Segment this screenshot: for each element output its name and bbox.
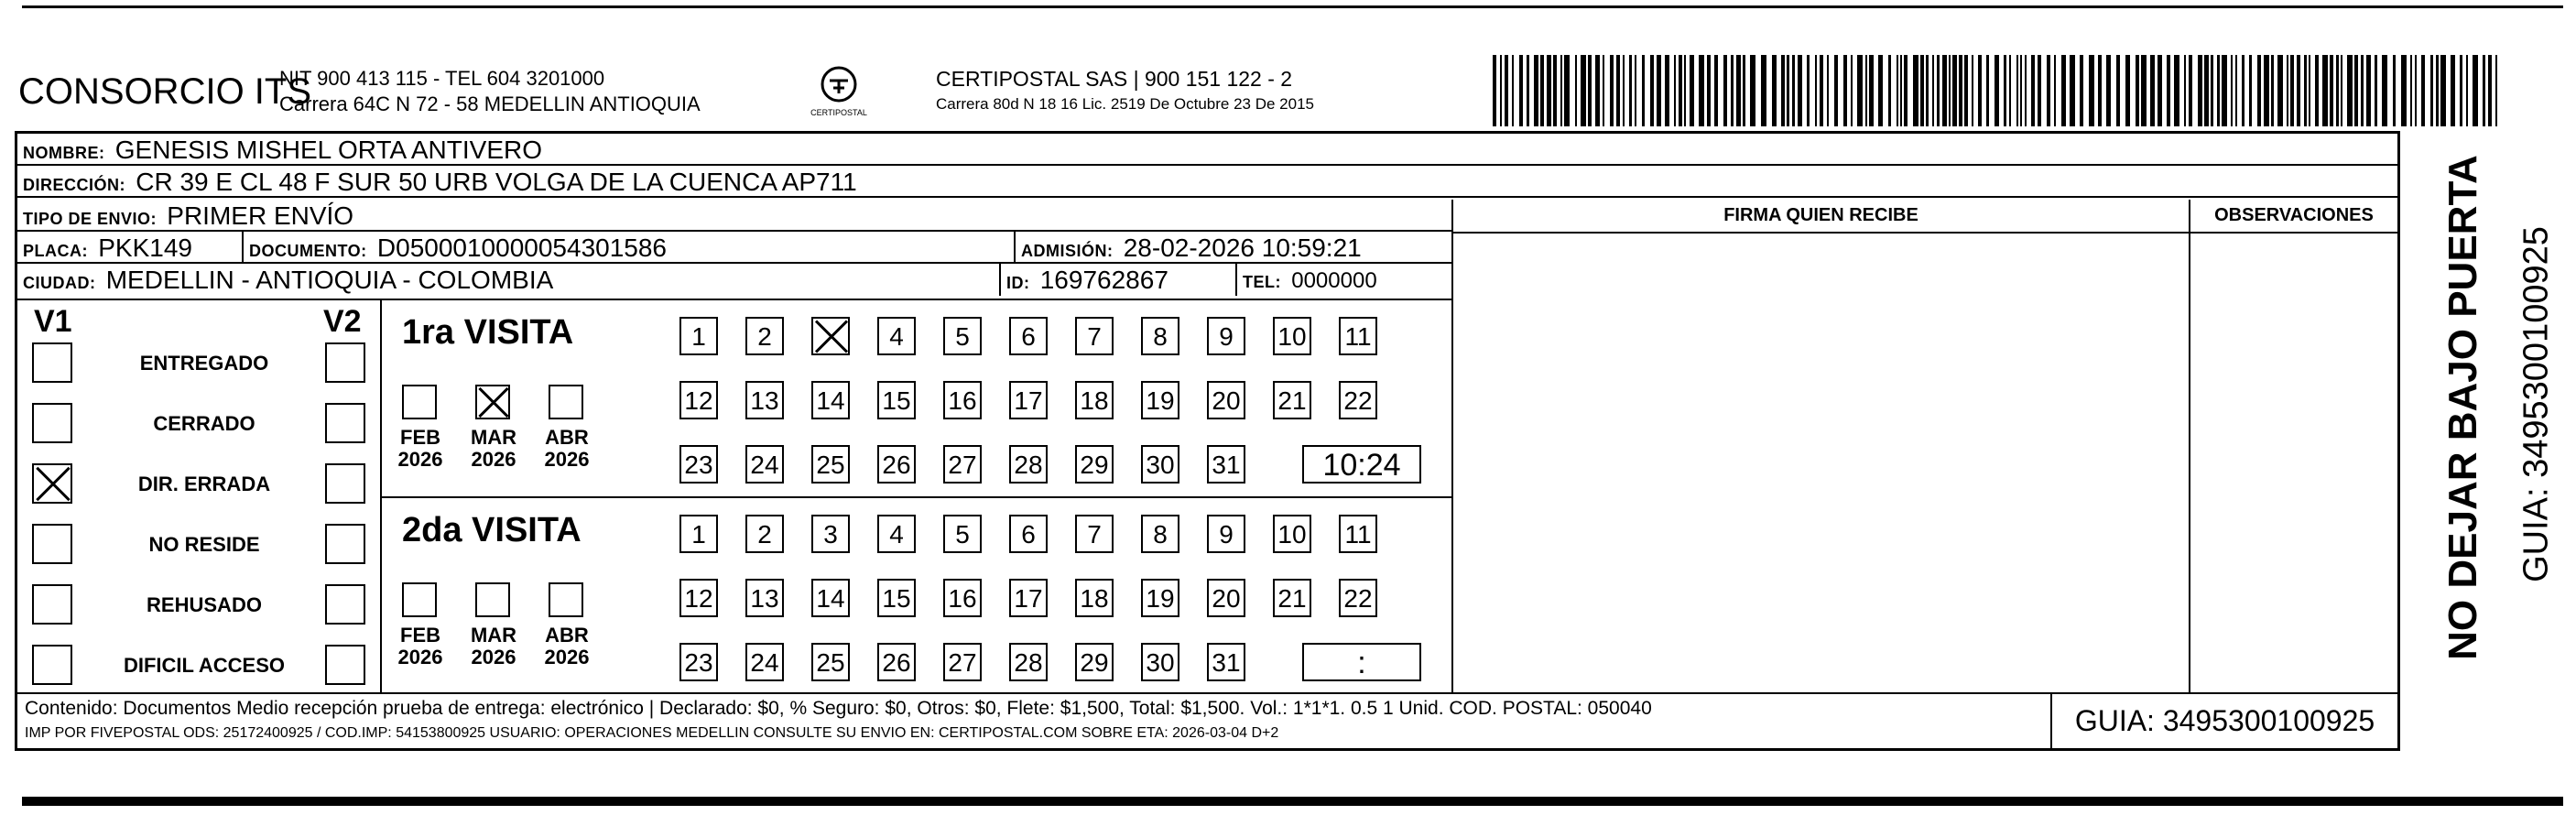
barcode-bar <box>1674 55 1676 126</box>
barcode-bar <box>1994 55 1999 126</box>
barcode-bar <box>1493 55 1496 126</box>
barcode-bar <box>1857 55 1863 126</box>
barcode-bar <box>1761 55 1766 126</box>
day-box[interactable]: 8 <box>1141 317 1179 355</box>
barcode-bar <box>2070 55 2075 126</box>
barcode-bar <box>2004 55 2006 126</box>
v1-heading: V1 <box>34 304 72 339</box>
barcode-bar <box>1827 55 1829 126</box>
day-box[interactable]: 27 <box>943 445 982 484</box>
barcode-bar <box>1588 55 1592 126</box>
barcode-bar <box>2393 55 2396 126</box>
month-year: 2026 <box>471 646 516 668</box>
barcode-bar <box>1964 55 1968 126</box>
nit-line: NIT 900 413 115 - TEL 604 3201000 <box>279 67 605 90</box>
barcode-bar <box>1807 55 1810 126</box>
day-box[interactable]: 20 <box>1207 381 1245 419</box>
barcode-bar <box>1623 55 1625 126</box>
barcode-bar <box>2271 55 2274 126</box>
barcode-bar <box>1679 55 1682 126</box>
bottom-border-line <box>22 797 2563 806</box>
visita1-title: 1ra VISITA <box>402 313 574 352</box>
barcode-bar <box>1865 55 1867 126</box>
barcode-bar <box>2242 55 2244 126</box>
barcode-bar <box>1772 55 1777 126</box>
day-box[interactable]: 31 <box>1207 643 1245 681</box>
barcode-bar <box>2257 55 2261 126</box>
day-box[interactable]: 5 <box>943 317 982 355</box>
barcode-bar <box>1743 55 1745 126</box>
placa-value: PKK149 <box>98 234 192 262</box>
barcode-bar <box>1959 55 1962 126</box>
barcode-bar <box>2222 55 2227 126</box>
barcode-bar <box>2249 55 2252 126</box>
day-box[interactable]: 11 <box>1339 317 1377 355</box>
day-box[interactable]: 30 <box>1141 643 1179 681</box>
delivery-form <box>15 131 2400 751</box>
top-border-line <box>22 5 2563 8</box>
month-year: 2026 <box>397 448 443 471</box>
barcode-bar <box>1616 55 1620 126</box>
day-box[interactable]: 25 <box>811 445 850 484</box>
barcode-bar <box>2016 55 2018 126</box>
day-box[interactable]: 12 <box>679 381 718 419</box>
row-ciudad <box>17 264 1451 296</box>
barcode-bar <box>1629 55 1632 126</box>
day-box[interactable]: 19 <box>1141 579 1179 617</box>
visita2-section <box>380 498 1451 694</box>
side-notice <box>2408 110 2556 788</box>
barcode-bar <box>1920 55 1924 126</box>
barcode-bar <box>1699 55 1704 126</box>
barcode-bar <box>1581 55 1586 126</box>
barcode-bar <box>1723 55 1727 126</box>
id-label: ID: <box>1006 274 1030 292</box>
barcode-bar <box>1942 55 1947 126</box>
day-box[interactable]: 2 <box>745 317 784 355</box>
month-checkbox[interactable] <box>475 385 510 419</box>
observaciones-heading: OBSERVACIONES <box>2190 200 2397 234</box>
barcode-bar <box>1792 55 1795 126</box>
barcode-bar <box>2031 55 2035 126</box>
barcode-bar <box>2315 55 2319 126</box>
day-box[interactable]: 15 <box>877 381 916 419</box>
barcode-bar <box>2401 55 2407 126</box>
barcode-bar <box>1869 55 1874 126</box>
barcode-bar <box>2189 55 2192 126</box>
barcode-bar <box>1564 55 1570 126</box>
company-address: Carrera 64C N 72 - 58 MEDELLIN ANTIOQUIA <box>279 92 701 115</box>
barcode-bar <box>2198 55 2202 126</box>
barcode-bar <box>2125 55 2130 126</box>
visita1-section <box>380 300 1451 498</box>
day-box[interactable]: 15 <box>877 579 916 617</box>
nombre-value: GENESIS MISHEL ORTA ANTIVERO <box>114 136 542 164</box>
barcode-bar <box>1952 55 1957 126</box>
barcode-bar <box>1512 55 1514 126</box>
admision-value: 28-02-2026 10:59:21 <box>1123 234 1362 262</box>
day-box[interactable]: 7 <box>1075 317 1114 355</box>
barcode-bar <box>1878 55 1883 126</box>
barcode-bar <box>1972 55 1973 126</box>
day-box[interactable]: 30 <box>1141 445 1179 484</box>
barcode-bar <box>2136 55 2139 126</box>
barcode-bar <box>1781 55 1785 126</box>
barcode-bar <box>1519 55 1523 126</box>
barcode-bar <box>2361 55 2364 126</box>
barcode-bar <box>1505 55 1508 126</box>
day-box[interactable]: 29 <box>1075 643 1114 681</box>
barcode-bar <box>1553 55 1557 126</box>
day-box[interactable]: 25 <box>811 643 850 681</box>
id-value: 169762867 <box>1039 266 1168 294</box>
day-box[interactable]: 21 <box>1273 579 1311 617</box>
day-box[interactable]: 28 <box>1009 445 1048 484</box>
barcode-bar <box>2297 55 2300 126</box>
barcode-bar <box>1932 55 1934 126</box>
status-label: DIFICIL ACCESO <box>123 654 285 677</box>
day-box[interactable]: 26 <box>877 643 916 681</box>
barcode-bar <box>2061 55 2066 126</box>
month-label <box>539 625 594 668</box>
v2-checkbox[interactable] <box>325 524 365 564</box>
month-label <box>393 625 448 668</box>
barcode-bar <box>2167 55 2170 126</box>
month-checkbox[interactable] <box>549 385 583 419</box>
barcode-bar <box>1897 55 1898 126</box>
barcode-bar <box>2158 55 2162 126</box>
barcode-bar <box>1635 55 1636 126</box>
month-checkbox[interactable] <box>475 582 510 617</box>
direccion-value: CR 39 E CL 48 F SUR 50 URB VOLGA DE LA CUENCA AP711 <box>136 168 857 196</box>
side-warning: NO DEJAR BAJO PUERTA <box>2440 155 2485 660</box>
day-box[interactable]: 18 <box>1075 381 1114 419</box>
barcode-bar <box>2309 55 2310 126</box>
status-label: ENTREGADO <box>139 352 269 375</box>
day-box[interactable]: 28 <box>1009 643 1048 681</box>
firma-heading: FIRMA QUIEN RECIBE <box>1453 200 2189 234</box>
day-box[interactable]: 23 <box>679 445 718 484</box>
month-year: 2026 <box>397 646 443 668</box>
day-box[interactable]: 17 <box>1009 381 1048 419</box>
barcode-bar <box>1500 55 1502 126</box>
status-label: REHUSADO <box>147 593 262 616</box>
barcode-bar <box>1736 55 1741 126</box>
barcode-bar <box>1684 55 1686 126</box>
barcode-bar <box>1642 55 1645 126</box>
barcode-bar <box>2330 55 2333 126</box>
visita2-title: 2da VISITA <box>402 511 582 549</box>
barcode-bar <box>1913 55 1918 126</box>
day-box[interactable]: 22 <box>1339 381 1377 419</box>
footer <box>17 692 2397 748</box>
barcode-bar <box>1603 55 1604 126</box>
barcode-bar <box>1926 55 1929 126</box>
day-box[interactable]: 8 <box>1141 515 1179 553</box>
day-box[interactable]: 11 <box>1339 515 1377 553</box>
month-year: 2026 <box>471 448 516 471</box>
day-box[interactable]: 3 <box>811 515 850 553</box>
barcode-bar <box>2322 55 2328 126</box>
day-box[interactable]: 21 <box>1273 381 1311 419</box>
barcode-bar <box>2038 55 2041 126</box>
day-box[interactable]: 17 <box>1009 579 1048 617</box>
company-contact <box>279 66 701 117</box>
observations-panel <box>2190 200 2397 692</box>
day-box[interactable]: 24 <box>745 643 784 681</box>
barcode-bar <box>2336 55 2339 126</box>
v2-checkbox[interactable] <box>325 463 365 504</box>
day-box[interactable]: 14 <box>811 579 850 617</box>
barcode-bar <box>2375 55 2377 126</box>
barcode-bar <box>1731 55 1734 126</box>
barcode-bar <box>1787 55 1789 126</box>
barcode-bar <box>1610 55 1614 126</box>
row-tipo <box>17 200 1451 232</box>
barcode-bar <box>1657 55 1661 126</box>
barcode-bar <box>2150 55 2155 126</box>
company-name: CONSORCIO ITS <box>18 71 312 112</box>
barcode-bar <box>2382 55 2387 126</box>
barcode <box>1493 55 2500 126</box>
status-label: DIR. ERRADA <box>137 473 271 495</box>
day-box[interactable]: 4 <box>877 317 916 355</box>
courier-address: Carrera 80d N 18 16 Lic. 2519 De Octubre 23 De 2015 <box>936 95 1314 113</box>
day-box[interactable]: 9 <box>1207 317 1245 355</box>
status-label: NO RESIDE <box>148 533 260 556</box>
barcode-bar <box>2116 55 2120 126</box>
barcode-bar <box>2020 55 2022 126</box>
barcode-bar <box>1714 55 1718 126</box>
barcode-bar <box>2290 55 2294 126</box>
signature-panel <box>1451 200 2190 692</box>
visits-section <box>17 299 1451 692</box>
time-box[interactable]: : <box>1302 643 1421 681</box>
month-name: FEB <box>400 426 440 449</box>
barcode-bar <box>2277 55 2283 126</box>
side-guia: GUIA: 3495300100925 <box>2516 226 2556 582</box>
barcode-bar <box>2304 55 2307 126</box>
month-label <box>539 427 594 471</box>
tipo-value: PRIMER ENVÍO <box>167 201 354 230</box>
day-box[interactable]: 12 <box>679 579 718 617</box>
barcode-bar <box>1937 55 1940 126</box>
direccion-label: DIRECCIÓN: <box>23 176 125 194</box>
barcode-bar <box>1527 55 1529 126</box>
status-label: CERRADO <box>153 412 255 435</box>
month-year: 2026 <box>544 646 590 668</box>
barcode-bar <box>1851 55 1853 126</box>
v1-checkbox[interactable] <box>32 403 72 443</box>
barcode-bar <box>2080 55 2083 126</box>
month-name: FEB <box>400 624 440 647</box>
barcode-bar <box>2141 55 2147 126</box>
barcode-bar <box>1978 55 1982 126</box>
courier-line: CERTIPOSTAL SAS | 900 151 122 - 2 <box>936 67 1293 91</box>
day-box[interactable]: 1 <box>679 515 718 553</box>
barcode-bar <box>1534 55 1538 126</box>
barcode-bar <box>1665 55 1669 126</box>
month-name: MAR <box>470 426 517 449</box>
day-box[interactable]: 10 <box>1273 515 1311 553</box>
barcode-bar <box>1547 55 1551 126</box>
ciudad-label: CIUDAD: <box>23 274 96 292</box>
placa-label: PLACA: <box>23 242 88 260</box>
day-box[interactable]: 22 <box>1339 579 1377 617</box>
barcode-bar <box>1815 55 1817 126</box>
v1-checkbox[interactable] <box>32 584 72 625</box>
day-box[interactable]: 24 <box>745 445 784 484</box>
day-box[interactable]: 13 <box>745 579 784 617</box>
day-box[interactable]: 2 <box>745 515 784 553</box>
barcode-bar <box>2264 55 2269 126</box>
v2-heading: V2 <box>323 304 362 339</box>
month-name: ABR <box>545 426 589 449</box>
day-box[interactable] <box>811 317 850 355</box>
barcode-bar <box>2341 55 2342 126</box>
barcode-bar <box>2174 55 2179 126</box>
day-box[interactable]: 9 <box>1207 515 1245 553</box>
month-checkbox[interactable] <box>549 582 583 617</box>
barcode-bar <box>2106 55 2111 126</box>
barcode-bar <box>1986 55 1989 126</box>
day-box[interactable]: 18 <box>1075 579 1114 617</box>
barcode-bar <box>2217 55 2220 126</box>
documento-value: D0500010000054301586 <box>376 234 667 262</box>
row-placa <box>17 232 1451 264</box>
barcode-bar <box>1540 55 1544 126</box>
barcode-bar <box>2054 55 2056 126</box>
day-box[interactable]: 19 <box>1141 381 1179 419</box>
day-box[interactable]: 14 <box>811 381 850 419</box>
day-box[interactable]: 10 <box>1273 317 1311 355</box>
day-box[interactable]: 13 <box>745 381 784 419</box>
month-name: MAR <box>470 624 517 647</box>
barcode-bar <box>2231 55 2233 126</box>
v2-checkbox[interactable] <box>325 584 365 625</box>
barcode-bar <box>1834 55 1838 126</box>
day-box[interactable]: 5 <box>943 515 982 553</box>
barcode-bar <box>2025 55 2027 126</box>
day-box[interactable]: 23 <box>679 643 718 681</box>
barcode-bar <box>1820 55 1823 126</box>
barcode-bar <box>2287 55 2288 126</box>
certipostal-logo <box>808 62 870 119</box>
barcode-bar <box>1900 55 1902 126</box>
documento-label: DOCUMENTO: <box>249 242 367 260</box>
barcode-bar <box>1904 55 1908 126</box>
day-box[interactable]: 16 <box>943 381 982 419</box>
admision-label: ADMISIÓN: <box>1021 242 1114 260</box>
barcode-bar <box>1750 55 1755 126</box>
barcode-bar <box>1843 55 1847 126</box>
barcode-bar <box>1798 55 1802 126</box>
barcode-bar <box>1595 55 1600 126</box>
day-box[interactable]: 27 <box>943 643 982 681</box>
month-year: 2026 <box>544 448 590 471</box>
day-box[interactable]: 6 <box>1009 317 1048 355</box>
barcode-bar <box>1690 55 1694 126</box>
courier-info <box>936 66 1314 117</box>
barcode-bar <box>2366 55 2371 126</box>
barcode-bar <box>2047 55 2050 126</box>
ciudad-value: MEDELLIN - ANTIOQUIA - COLOMBIA <box>105 266 554 294</box>
tel-value: 0000000 <box>1291 268 1377 293</box>
barcode-bar <box>1888 55 1891 126</box>
month-checkbox[interactable] <box>402 385 437 419</box>
row-nombre <box>17 134 2397 166</box>
month-label <box>466 427 521 471</box>
nombre-label: NOMBRE: <box>23 144 105 162</box>
barcode-bar <box>2009 55 2011 126</box>
barcode-bar <box>2184 55 2186 126</box>
footer-content-line: Contenido: Documentos Medio recepción prueba de entrega: electrónico | Declarado: $0, % Seguro: $0, Otros: $0, Flete: $1,500, Total: $1,500. Vol.: 1*1*1. 0.5 1 Unid. COD. POSTAL: 050040 <box>25 698 1652 719</box>
v1-checkbox[interactable] <box>32 524 72 564</box>
day-box[interactable]: 29 <box>1075 445 1114 484</box>
month-name: ABR <box>545 624 589 647</box>
barcode-bar <box>1650 55 1654 126</box>
month-label <box>466 625 521 668</box>
tel-label: TEL: <box>1243 273 1281 291</box>
barcode-bar <box>2089 55 2094 126</box>
v2-checkbox[interactable] <box>325 403 365 443</box>
day-box[interactable]: 4 <box>877 515 916 553</box>
barcode-bar <box>2204 55 2209 126</box>
barcode-bar <box>2347 55 2353 126</box>
barcode-bar <box>2354 55 2358 126</box>
footer-print-line: IMP POR FIVEPOSTAL ODS: 25172400925 / COD.IMP: 54153800925 USUARIO: OPERACIONES MEDELLIN CONSULTE SU ENVIO EN: CERTIPOSTAL.COM SOBRE ETA: 2026-03-04 D+2 <box>25 725 1279 741</box>
day-box[interactable]: 20 <box>1207 579 1245 617</box>
day-box[interactable]: 7 <box>1075 515 1114 553</box>
barcode-bar <box>2098 55 2102 126</box>
tipo-label: TIPO DE ENVIO: <box>23 210 158 228</box>
day-box[interactable]: 16 <box>943 579 982 617</box>
day-box[interactable]: 31 <box>1207 445 1245 484</box>
time-box[interactable]: 10:24 <box>1302 445 1421 484</box>
logo-caption: CERTIPOSTAL <box>810 108 867 117</box>
barcode-bar <box>2211 55 2213 126</box>
day-box[interactable]: 6 <box>1009 515 1048 553</box>
v2-checkbox[interactable] <box>325 645 365 685</box>
v1-checkbox[interactable] <box>32 645 72 685</box>
row-direccion <box>17 166 2397 198</box>
footer-guia: GUIA: 3495300100925 <box>2050 694 2397 748</box>
month-checkbox[interactable] <box>402 582 437 617</box>
v1-checkbox[interactable] <box>32 463 72 504</box>
barcode-bar <box>1949 55 1951 126</box>
day-box[interactable]: 1 <box>679 317 718 355</box>
barcode-bar <box>2235 55 2237 126</box>
day-box[interactable]: 26 <box>877 445 916 484</box>
v2-checkbox[interactable] <box>325 342 365 383</box>
barcode-bar <box>1575 55 1577 126</box>
v1-checkbox[interactable] <box>32 342 72 383</box>
barcode-bar <box>1707 55 1711 126</box>
barcode-bar <box>1560 55 1562 126</box>
month-label <box>393 427 448 471</box>
